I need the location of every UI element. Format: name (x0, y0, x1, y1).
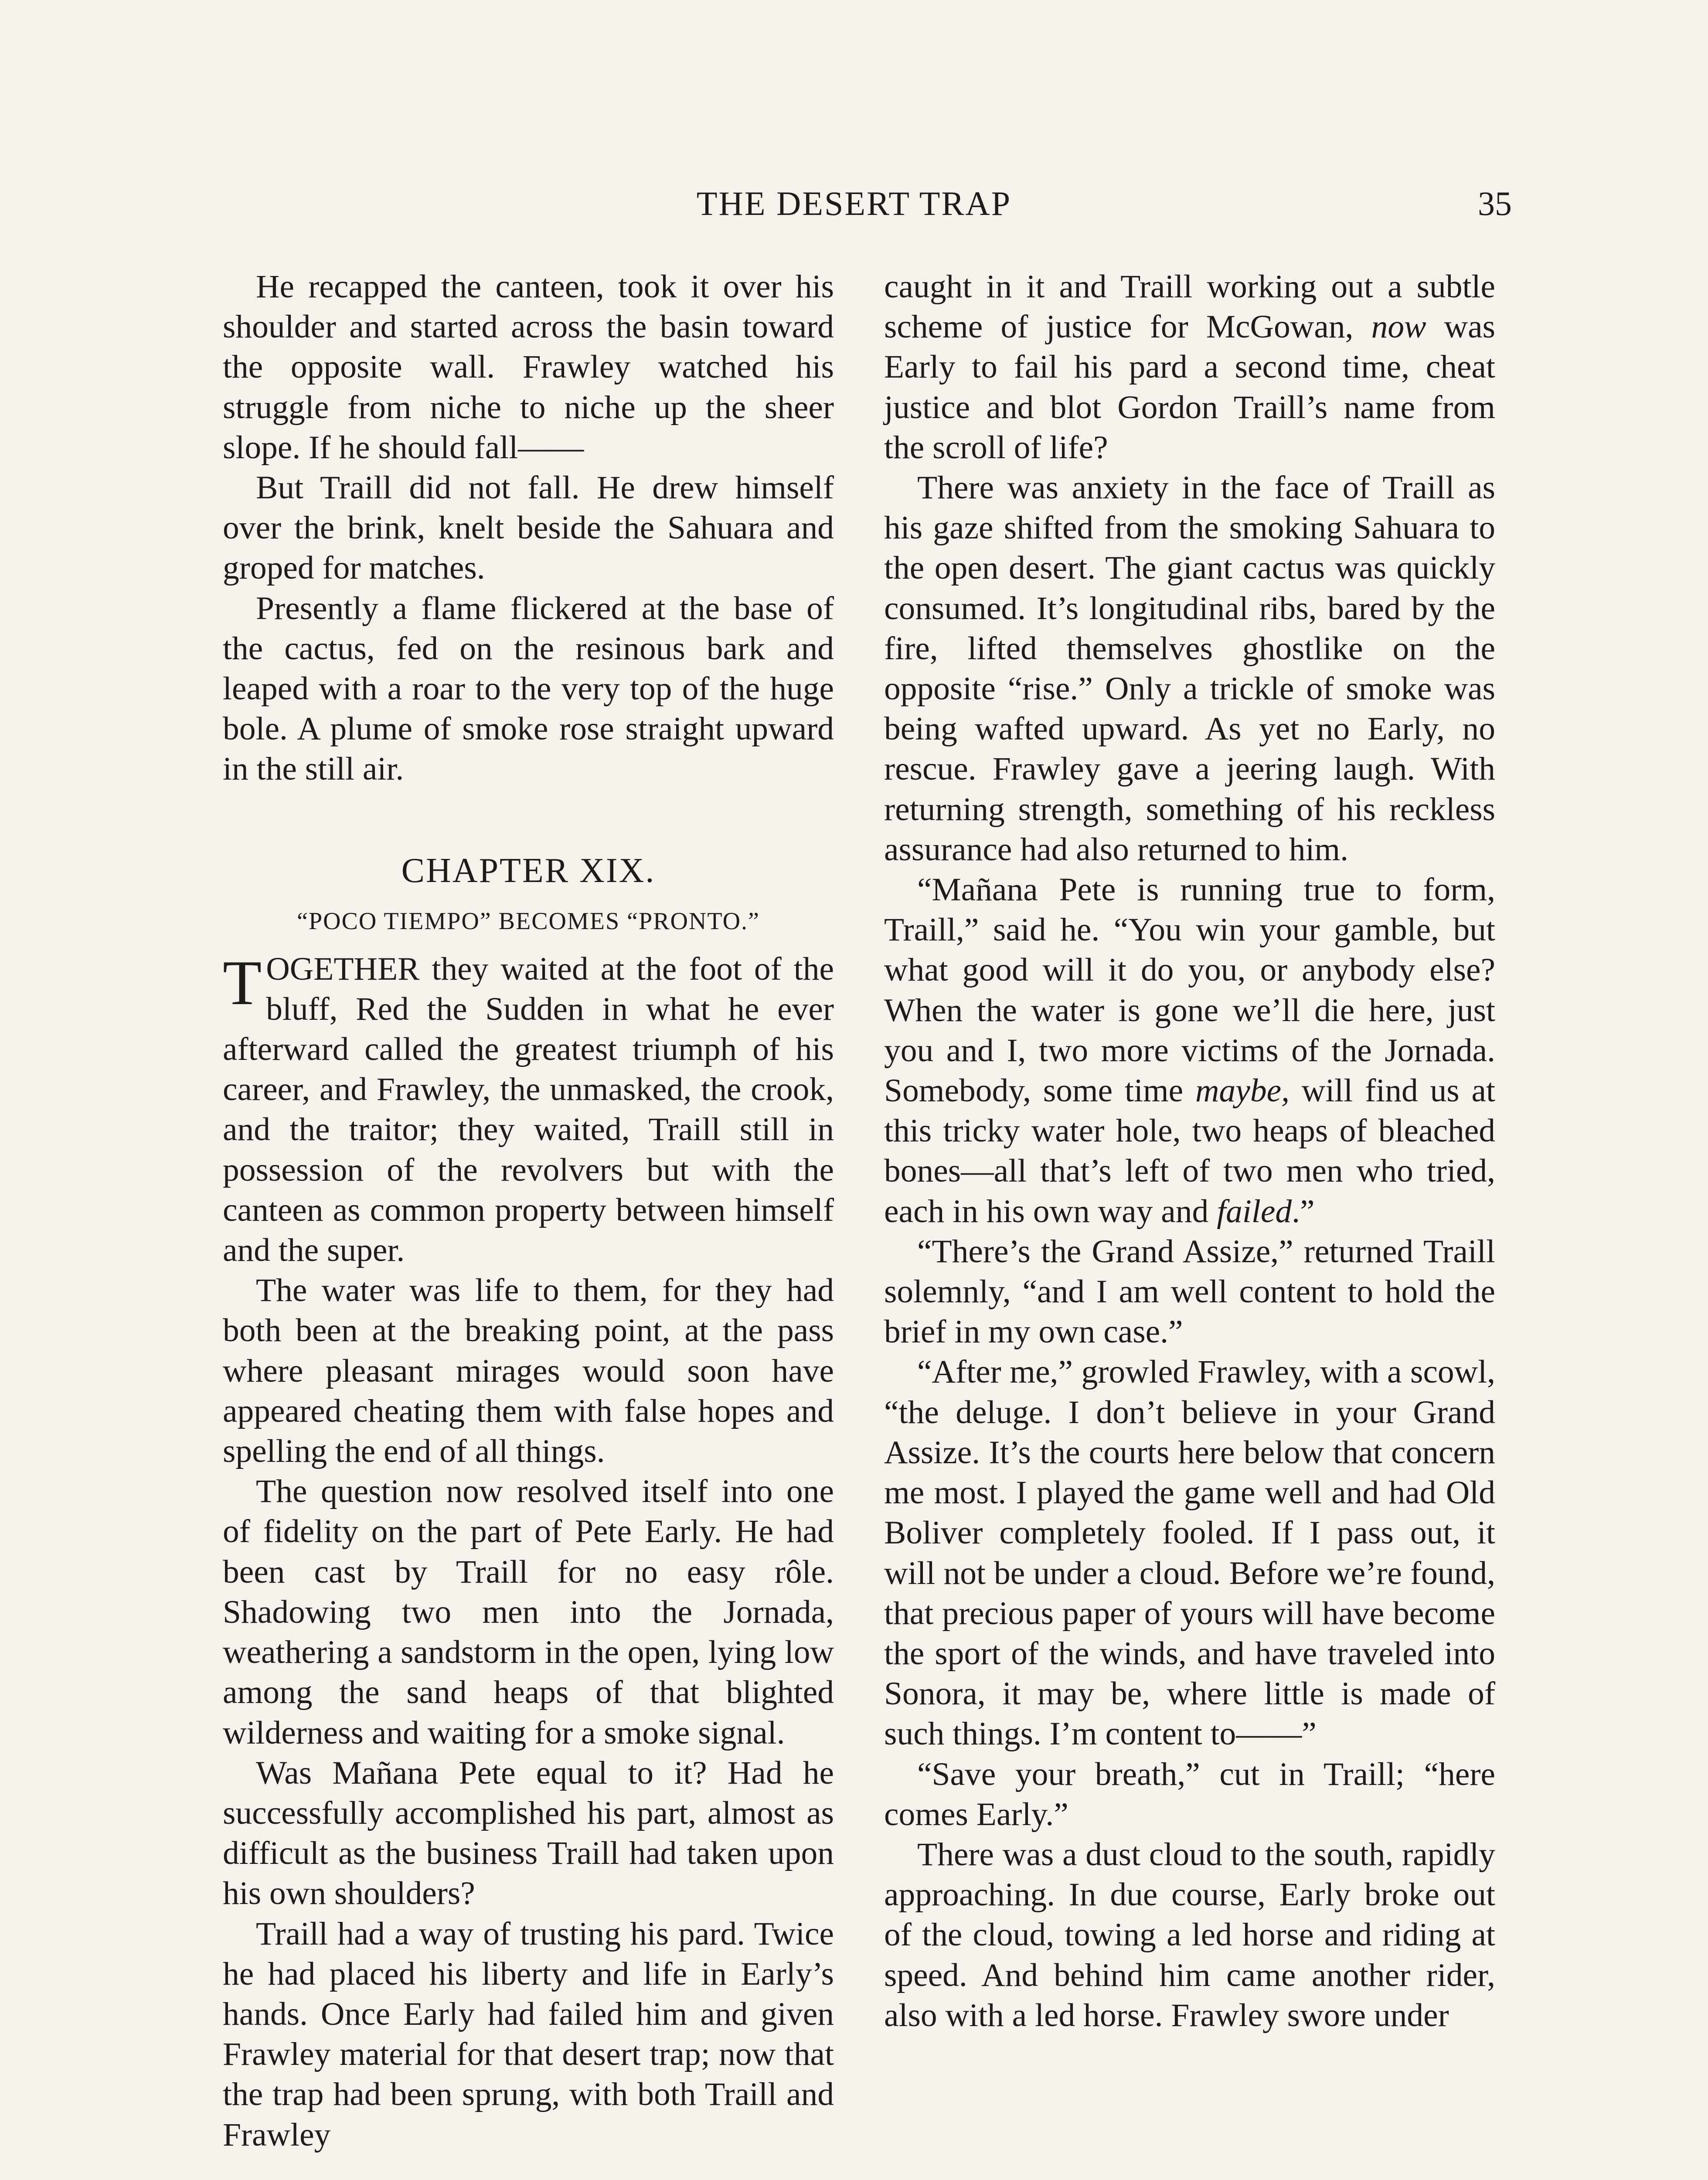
paragraph: Presently a flame flickered at the base of the cactus, fed on the resinous bark and leaped with a roar to the very top of the huge bole. A plume of smoke rose straight upward in the still air. (223, 590, 834, 787)
paragraph (884, 870, 1495, 1232)
paragraph: There was anxiety in the face of Traill as his gaze shifted from the smoking Sahuara to the open desert. The giant cactus was quickly consumed. It’s longitudinal ribs, bared by the fire, lifted themselves ghostlike on the opposite “rise.” Only a trickle of smoke was being wafted upward. As yet no Early, no rescue. Frawley gave a jeering laugh. With returning strength, something of his reckless assurance had also returned to him. (884, 470, 1495, 868)
paragraph: “Save your breath,” cut in Traill; “here comes Early.” (884, 1756, 1495, 1833)
left-column (223, 267, 834, 2155)
paragraph: “After me,” growled Frawley, with a scowl, “the deluge. I don’t believe in your Grand Assize. It’s the courts here below that concern me most. I played the game well and had Old Boliver completely fooled. If I pass out, it will not be under a cloud. Before we’re found, that precious paper of yours will have become the sport of the winds, and have traveled into Sonora, it may be, where little is made of such things. I’m content to——” (884, 1354, 1495, 1752)
chapter-subtitle: “POCO TIEMPO” BECOMES “PRONTO.” (297, 907, 760, 935)
paragraph: But Traill did not fall. He drew himself over the brink, knelt beside the Sahuara and groped for matches. (223, 470, 834, 586)
page-number: 35 (1478, 184, 1512, 222)
emphasis: now (1371, 309, 1426, 345)
text-run: will find us at this tricky water hole, two heaps of bleached bones—all that’s left of two men who tried, each in his own way and (884, 1073, 1495, 1230)
paragraph: There was a dust cloud to the south, rapidly approaching. In due course, Early broke out of the cloud, towing a led horse and riding at speed. And behind him came another rider, also with a led horse. Frawley swore under (884, 1836, 1495, 2034)
text-run: .” (1292, 1193, 1315, 1230)
drop-cap: T (223, 947, 262, 1018)
paragraph: Traill had a way of trusting his pard. Twice he had placed his liberty and life in Early’s hands. Once Early had failed him and given Frawley material for that desert trap; now that the trap had been sprung, with both Traill and Frawley (223, 1915, 834, 2153)
text-run: caught in it and Traill working out a subtle scheme of justice for McGowan, (884, 269, 1495, 345)
text-run: was Early to fail his pard a second time, cheat justice and blot Gordon Traill’s name from the scroll of life? (884, 309, 1495, 466)
opening-text: OGETHER they waited at the foot of the bluff, Red the Sudden in what he ever afterward called the greatest triumph of his career, and Frawley, the unmasked, the crook, and the traitor; they waited, Traill still in possession of the revolvers but with the canteen as common property between himself and the super. (223, 950, 834, 1269)
chapter-title: CHAPTER XIX. (401, 851, 656, 890)
emphasis: failed (1217, 1193, 1292, 1230)
text-run: “Mañana Pete is running true to form, Traill,” said he. “You win your gamble, but what good will it do you, or anybody else? When the water is gone we’ll die here, just you and I, two more victims of the Jornada. Somebody, some time (884, 872, 1495, 1109)
paragraph: The water was life to them, for they had both been at the breaking point, at the pass where pleasant mirages would soon have appeared cheating them with false hopes and spelling the end of all things. (223, 1272, 834, 1470)
paragraph: He recapped the canteen, took it over his shoulder and started across the basin toward the opposite wall. Frawley watched his struggle from niche to niche up the sheer slope. If he should fall—— (223, 269, 834, 466)
paragraph: Was Mañana Pete equal to it? Had he successfully accomplished his part, almost as difficult as the business Traill had taken upon his own shoulders? (223, 1754, 834, 1912)
running-title: THE DESERT TRAP (696, 184, 1012, 222)
paragraph: “There’s the Grand Assize,” returned Traill solemnly, “and I am well content to hold the brief in my own case.” (884, 1233, 1495, 1350)
paragraph (884, 267, 1495, 468)
emphasis: maybe, (1195, 1073, 1290, 1109)
paragraph: The question now resolved itself into one of fidelity on the part of Pete Early. He had been cast by Traill for no easy rôle. Shadowing two men into the Jornada, weathering a sandstorm in the open, lying low among the sand heaps of that blighted wilderness and waiting for a smoke signal. (223, 1473, 834, 1751)
chapter-opening-paragraph (223, 949, 834, 1271)
right-column (884, 267, 1495, 2036)
